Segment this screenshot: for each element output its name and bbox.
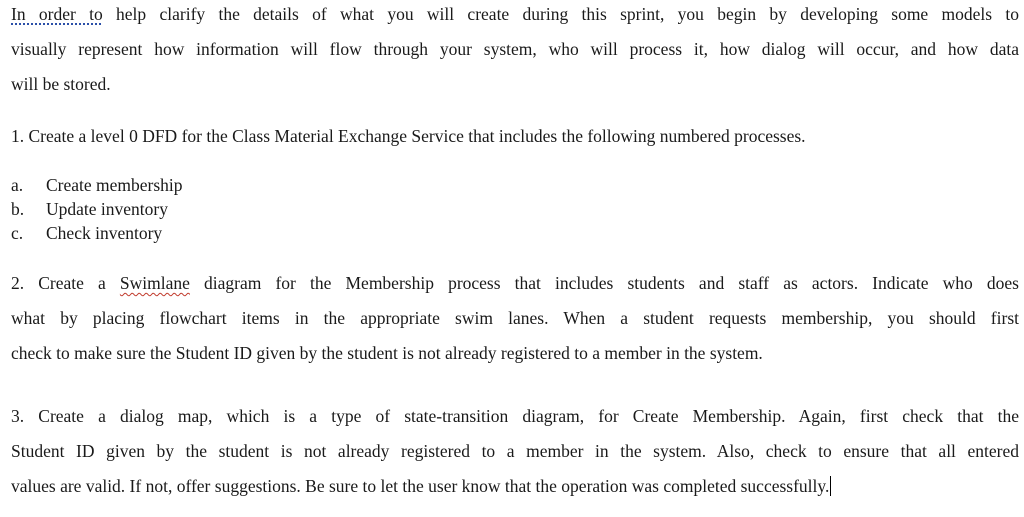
list-marker: b.	[11, 199, 25, 219]
instruction-3-line-2: Student ID given by the student is not already registered to a member in the system. Also, check to ensure that all entered	[11, 441, 1019, 461]
intro-paragraph	[11, 0, 1019, 102]
spelling-flagged-word[interactable]: Swimlane	[119, 273, 190, 293]
instruction-3-line-1: 3. Create a dialog map, which is a type of state-transition diagram, for Create Membership. Again, first check that the	[11, 406, 1019, 426]
instruction-3-line-3: values are valid. If not, offer suggestions. Be sure to let the user know that the operation was completed successfully.	[11, 476, 830, 496]
list-item-label: Check inventory	[46, 223, 163, 243]
list-marker: c.	[11, 223, 24, 243]
instruction-2	[11, 266, 1019, 371]
list-item	[11, 173, 183, 197]
list-marker: a.	[11, 175, 24, 195]
instruction-2-line-2: what by placing flowchart items in the appropriate swim lanes. When a student requests membership, you should first	[11, 308, 1019, 328]
grammar-flagged-phrase[interactable]: In order to	[11, 4, 103, 24]
list-item-label: Update inventory	[46, 199, 168, 219]
instruction-2-line-1: 2. Create a Swimlane diagram for the Membership process that includes students and staff as actors. Indicate who does	[11, 273, 1019, 293]
intro-line-2: visually represent how information will flow through your system, who will process it, how dialog will occur, and how data	[11, 39, 1019, 59]
list-item-label: Create membership	[46, 175, 183, 195]
text-cursor	[830, 476, 831, 496]
list-item	[11, 221, 183, 245]
intro-line-3: will be stored.	[11, 74, 111, 94]
instruction-3	[11, 399, 1019, 504]
intro-line-1: In order to help clarify the details of what you will create during this sprint, you begin by developing some models to	[11, 4, 1019, 24]
process-list	[11, 173, 183, 245]
instruction-2-line-3: check to make sure the Student ID given by the student is not already registered to a member in the system.	[11, 343, 763, 363]
list-item	[11, 197, 183, 221]
instruction-1-text: 1. Create a level 0 DFD for the Class Material Exchange Service that includes the following numbered processes.	[11, 126, 806, 146]
instruction-1	[11, 119, 1019, 154]
